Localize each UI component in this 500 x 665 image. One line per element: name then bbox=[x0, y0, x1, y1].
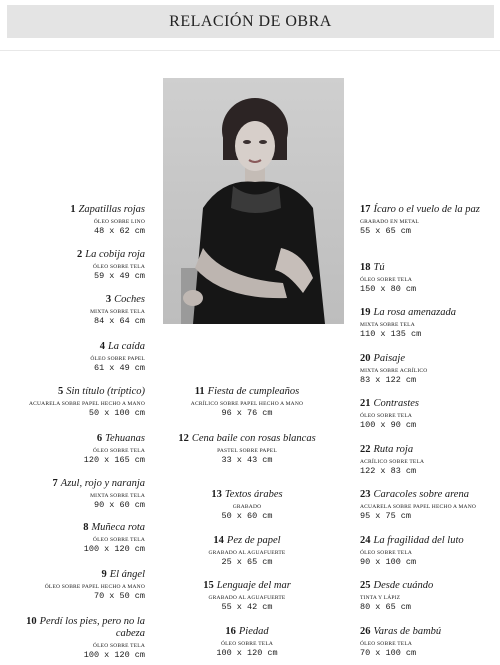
artwork-dimensions: 55 x 65 cm bbox=[360, 226, 412, 236]
artwork-entry bbox=[0, 616, 145, 661]
artwork-medium: ACRÍLICO SOBRE PAPEL HECHO A MANO bbox=[190, 401, 304, 407]
artwork-medium: TINTA Y LÁPIZ bbox=[360, 595, 401, 601]
artwork-title: El ángel bbox=[109, 569, 145, 580]
artwork-title-line bbox=[360, 489, 500, 501]
artwork-title: Caracoles sobre arena bbox=[373, 489, 469, 500]
artwork-title: Fiesta de cumpleaños bbox=[207, 386, 300, 397]
artwork-number: 8 bbox=[83, 522, 89, 533]
artwork-entry bbox=[172, 626, 322, 659]
artwork-title-line bbox=[360, 307, 500, 319]
artwork-medium: MIXTA SOBRE TELA bbox=[90, 309, 145, 315]
artwork-title-line bbox=[360, 580, 500, 592]
artwork-medium: GRABADO AL AGUAFUERTE bbox=[208, 595, 286, 601]
artwork-title-line bbox=[172, 535, 322, 547]
artwork-entry bbox=[0, 569, 145, 602]
artwork-title-line bbox=[360, 626, 500, 638]
artwork-dimensions: 150 x 80 cm bbox=[360, 284, 417, 294]
artwork-medium: ACUARELA SOBRE PAPEL HECHO A MANO bbox=[360, 504, 477, 510]
artwork-title-line bbox=[360, 398, 500, 410]
artwork-number: 9 bbox=[101, 569, 107, 580]
artwork-title: Varas de bambú bbox=[373, 626, 442, 637]
artwork-entry bbox=[360, 626, 500, 659]
artwork-number: 22 bbox=[360, 444, 371, 455]
artwork-entry bbox=[360, 307, 500, 340]
artwork-number: 10 bbox=[26, 616, 37, 627]
artwork-entry bbox=[0, 522, 145, 555]
artwork-dimensions: 59 x 49 cm bbox=[93, 271, 145, 281]
artwork-title: Sin título (tríptico) bbox=[66, 386, 145, 397]
artwork-medium: ÓLEO SOBRE TELA bbox=[92, 537, 145, 543]
artwork-title-line bbox=[172, 489, 322, 501]
artwork-entry bbox=[172, 489, 322, 522]
artwork-title-line bbox=[0, 386, 145, 398]
artwork-title-line bbox=[0, 616, 145, 640]
artwork-title-line bbox=[0, 522, 145, 534]
artwork-entry bbox=[360, 535, 500, 568]
artwork-medium: ÓLEO SOBRE TELA bbox=[360, 550, 413, 556]
artwork-entry bbox=[360, 353, 500, 386]
artwork-title: Ruta roja bbox=[373, 444, 414, 455]
artwork-entry bbox=[0, 341, 145, 374]
artwork-entry bbox=[360, 398, 500, 431]
artwork-dimensions: 33 x 43 cm bbox=[221, 455, 273, 465]
artwork-number: 26 bbox=[360, 626, 371, 637]
artwork-title: Coches bbox=[114, 294, 145, 305]
artwork-entry bbox=[0, 204, 145, 237]
artwork-dimensions: 100 x 120 cm bbox=[216, 648, 278, 658]
artwork-number: 24 bbox=[360, 535, 371, 546]
artwork-entry bbox=[172, 433, 322, 466]
artwork-dimensions: 50 x 100 cm bbox=[88, 408, 145, 418]
artwork-medium: ÓLEO SOBRE TELA bbox=[220, 641, 274, 647]
artwork-medium: ACRÍLICO SOBRE TELA bbox=[360, 459, 425, 465]
artist-portrait-photo bbox=[163, 78, 344, 324]
artwork-dimensions: 83 x 122 cm bbox=[360, 375, 417, 385]
artwork-dimensions: 48 x 62 cm bbox=[93, 226, 145, 236]
artwork-dimensions: 120 x 165 cm bbox=[83, 455, 145, 465]
artwork-entry bbox=[172, 535, 322, 568]
artwork-number: 1 bbox=[70, 204, 76, 215]
artwork-title: Perdí los pies, pero no la cabeza bbox=[39, 616, 145, 639]
artwork-dimensions: 61 x 49 cm bbox=[93, 363, 145, 373]
artwork-title-line bbox=[0, 341, 145, 353]
artwork-title: La fragilidad del luto bbox=[373, 535, 464, 546]
artwork-dimensions: 122 x 83 cm bbox=[360, 466, 417, 476]
artwork-entry bbox=[0, 433, 145, 466]
artwork-medium: ÓLEO SOBRE TELA bbox=[92, 448, 145, 454]
artwork-entry bbox=[360, 489, 500, 522]
artwork-dimensions: 55 x 42 cm bbox=[221, 602, 273, 612]
artwork-dimensions: 90 x 60 cm bbox=[93, 500, 145, 510]
artwork-title: Muñeca rota bbox=[91, 522, 145, 533]
artwork-dimensions: 84 x 64 cm bbox=[93, 316, 145, 326]
artwork-title: Ícaro o el vuelo de la paz bbox=[373, 204, 480, 215]
artwork-entry bbox=[360, 262, 500, 295]
artwork-entry bbox=[0, 249, 145, 282]
artwork-title-line bbox=[172, 580, 322, 592]
artwork-number: 13 bbox=[211, 489, 222, 500]
artwork-number: 25 bbox=[360, 580, 371, 591]
artwork-title: La rosa amenazada bbox=[373, 307, 456, 318]
artwork-number: 14 bbox=[213, 535, 224, 546]
artwork-dimensions: 70 x 100 cm bbox=[360, 648, 417, 658]
artwork-entry bbox=[360, 444, 500, 477]
artwork-medium: PASTEL SOBRE PAPEL bbox=[217, 448, 277, 454]
artwork-number: 2 bbox=[77, 249, 83, 260]
artwork-title-line bbox=[360, 262, 500, 274]
artwork-dimensions: 96 x 76 cm bbox=[221, 408, 273, 418]
artwork-title-line bbox=[0, 204, 145, 216]
artwork-title-line bbox=[0, 478, 145, 490]
artwork-medium: GRABADO bbox=[232, 504, 262, 510]
artwork-dimensions: 50 x 60 cm bbox=[221, 511, 273, 521]
artwork-medium: ÓLEO SOBRE TELA bbox=[360, 277, 413, 283]
artwork-title-line bbox=[0, 433, 145, 445]
artwork-entry bbox=[0, 386, 145, 419]
artwork-title: Tú bbox=[373, 262, 385, 273]
artwork-number: 23 bbox=[360, 489, 371, 500]
artwork-number: 5 bbox=[58, 386, 64, 397]
artwork-number: 15 bbox=[203, 580, 214, 591]
artwork-title: Piedad bbox=[238, 626, 269, 637]
artwork-number: 7 bbox=[52, 478, 58, 489]
artwork-entry bbox=[172, 386, 322, 419]
artwork-title-line bbox=[360, 353, 500, 365]
artwork-medium: MIXTA SOBRE TELA bbox=[90, 493, 145, 499]
artwork-medium: GRABADO EN METAL bbox=[360, 219, 419, 225]
artwork-title: Lenguaje del mar bbox=[216, 580, 291, 591]
artwork-title-line bbox=[360, 535, 500, 547]
page-header bbox=[7, 5, 494, 38]
artwork-medium: ÓLEO SOBRE TELA bbox=[360, 641, 413, 647]
artwork-medium: ÓLEO SOBRE TELA bbox=[92, 643, 145, 649]
artwork-entry bbox=[0, 294, 145, 327]
artwork-medium: ACUARELA SOBRE PAPEL HECHO A MANO bbox=[28, 401, 145, 407]
artwork-dimensions: 100 x 120 cm bbox=[83, 544, 145, 554]
artwork-dimensions: 110 x 135 cm bbox=[360, 329, 422, 339]
artwork-dimensions: 90 x 100 cm bbox=[360, 557, 417, 567]
artwork-medium: ÓLEO SOBRE LINO bbox=[93, 219, 145, 225]
artwork-title-line bbox=[0, 569, 145, 581]
artwork-entry bbox=[360, 580, 500, 613]
artwork-entry bbox=[0, 478, 145, 511]
artwork-title: Azul, rojo y naranja bbox=[60, 478, 145, 489]
artwork-title: Textos árabes bbox=[224, 489, 283, 500]
artwork-number: 6 bbox=[96, 433, 103, 444]
artwork-title: La caída bbox=[107, 341, 145, 352]
artwork-title: Paisaje bbox=[373, 353, 405, 364]
artwork-medium: ÓLEO SOBRE TELA bbox=[92, 264, 145, 270]
artwork-title-line bbox=[0, 249, 145, 261]
artwork-dimensions: 100 x 120 cm bbox=[83, 650, 145, 660]
header-divider bbox=[0, 50, 500, 51]
artwork-title-line bbox=[172, 626, 322, 638]
artwork-title: Zapatillas rojas bbox=[78, 204, 145, 215]
artwork-number: 16 bbox=[225, 626, 236, 637]
artwork-title-line bbox=[360, 444, 500, 456]
artwork-title: Cena baile con rosas blancas bbox=[191, 433, 316, 444]
artwork-title: Pez de papel bbox=[226, 535, 281, 546]
artwork-title: Desde cuándo bbox=[373, 580, 434, 591]
artwork-dimensions: 70 x 50 cm bbox=[93, 591, 145, 601]
artwork-dimensions: 100 x 90 cm bbox=[360, 420, 417, 430]
artwork-number: 17 bbox=[360, 204, 371, 215]
artwork-title: La cobija roja bbox=[85, 249, 145, 260]
artwork-title: Contrastes bbox=[373, 398, 420, 409]
artwork-title-line bbox=[172, 433, 322, 445]
artwork-number: 20 bbox=[360, 353, 371, 364]
artwork-entry bbox=[172, 580, 322, 613]
artwork-title-line bbox=[0, 294, 145, 306]
artwork-medium: ÓLEO SOBRE PAPEL bbox=[90, 356, 145, 362]
artwork-title: Tehuanas bbox=[105, 433, 145, 444]
artwork-dimensions: 80 x 65 cm bbox=[360, 602, 412, 612]
artwork-number: 3 bbox=[105, 294, 112, 305]
artwork-medium: ÓLEO SOBRE TELA bbox=[360, 413, 413, 419]
artwork-number: 12 bbox=[178, 433, 189, 444]
artwork-medium: ÓLEO SOBRE PAPEL HECHO A MANO bbox=[44, 584, 145, 590]
artwork-medium: MIXTA SOBRE ACRÍLICO bbox=[360, 368, 428, 374]
artwork-number: 11 bbox=[194, 386, 205, 397]
artwork-number: 4 bbox=[99, 341, 105, 352]
artwork-title-line bbox=[360, 204, 500, 216]
artwork-medium: MIXTA SOBRE TELA bbox=[360, 322, 415, 328]
artwork-dimensions: 25 x 65 cm bbox=[221, 557, 273, 567]
artwork-number: 21 bbox=[360, 398, 371, 409]
artwork-dimensions: 95 x 75 cm bbox=[360, 511, 412, 521]
artwork-number: 18 bbox=[360, 262, 371, 273]
page-title: RELACIÓN DE OBRA bbox=[169, 12, 332, 30]
artwork-title-line bbox=[172, 386, 322, 398]
artwork-number: 19 bbox=[360, 307, 371, 318]
artwork-medium: GRABADO AL AGUAFUERTE bbox=[208, 550, 286, 556]
artwork-entry bbox=[360, 204, 500, 237]
